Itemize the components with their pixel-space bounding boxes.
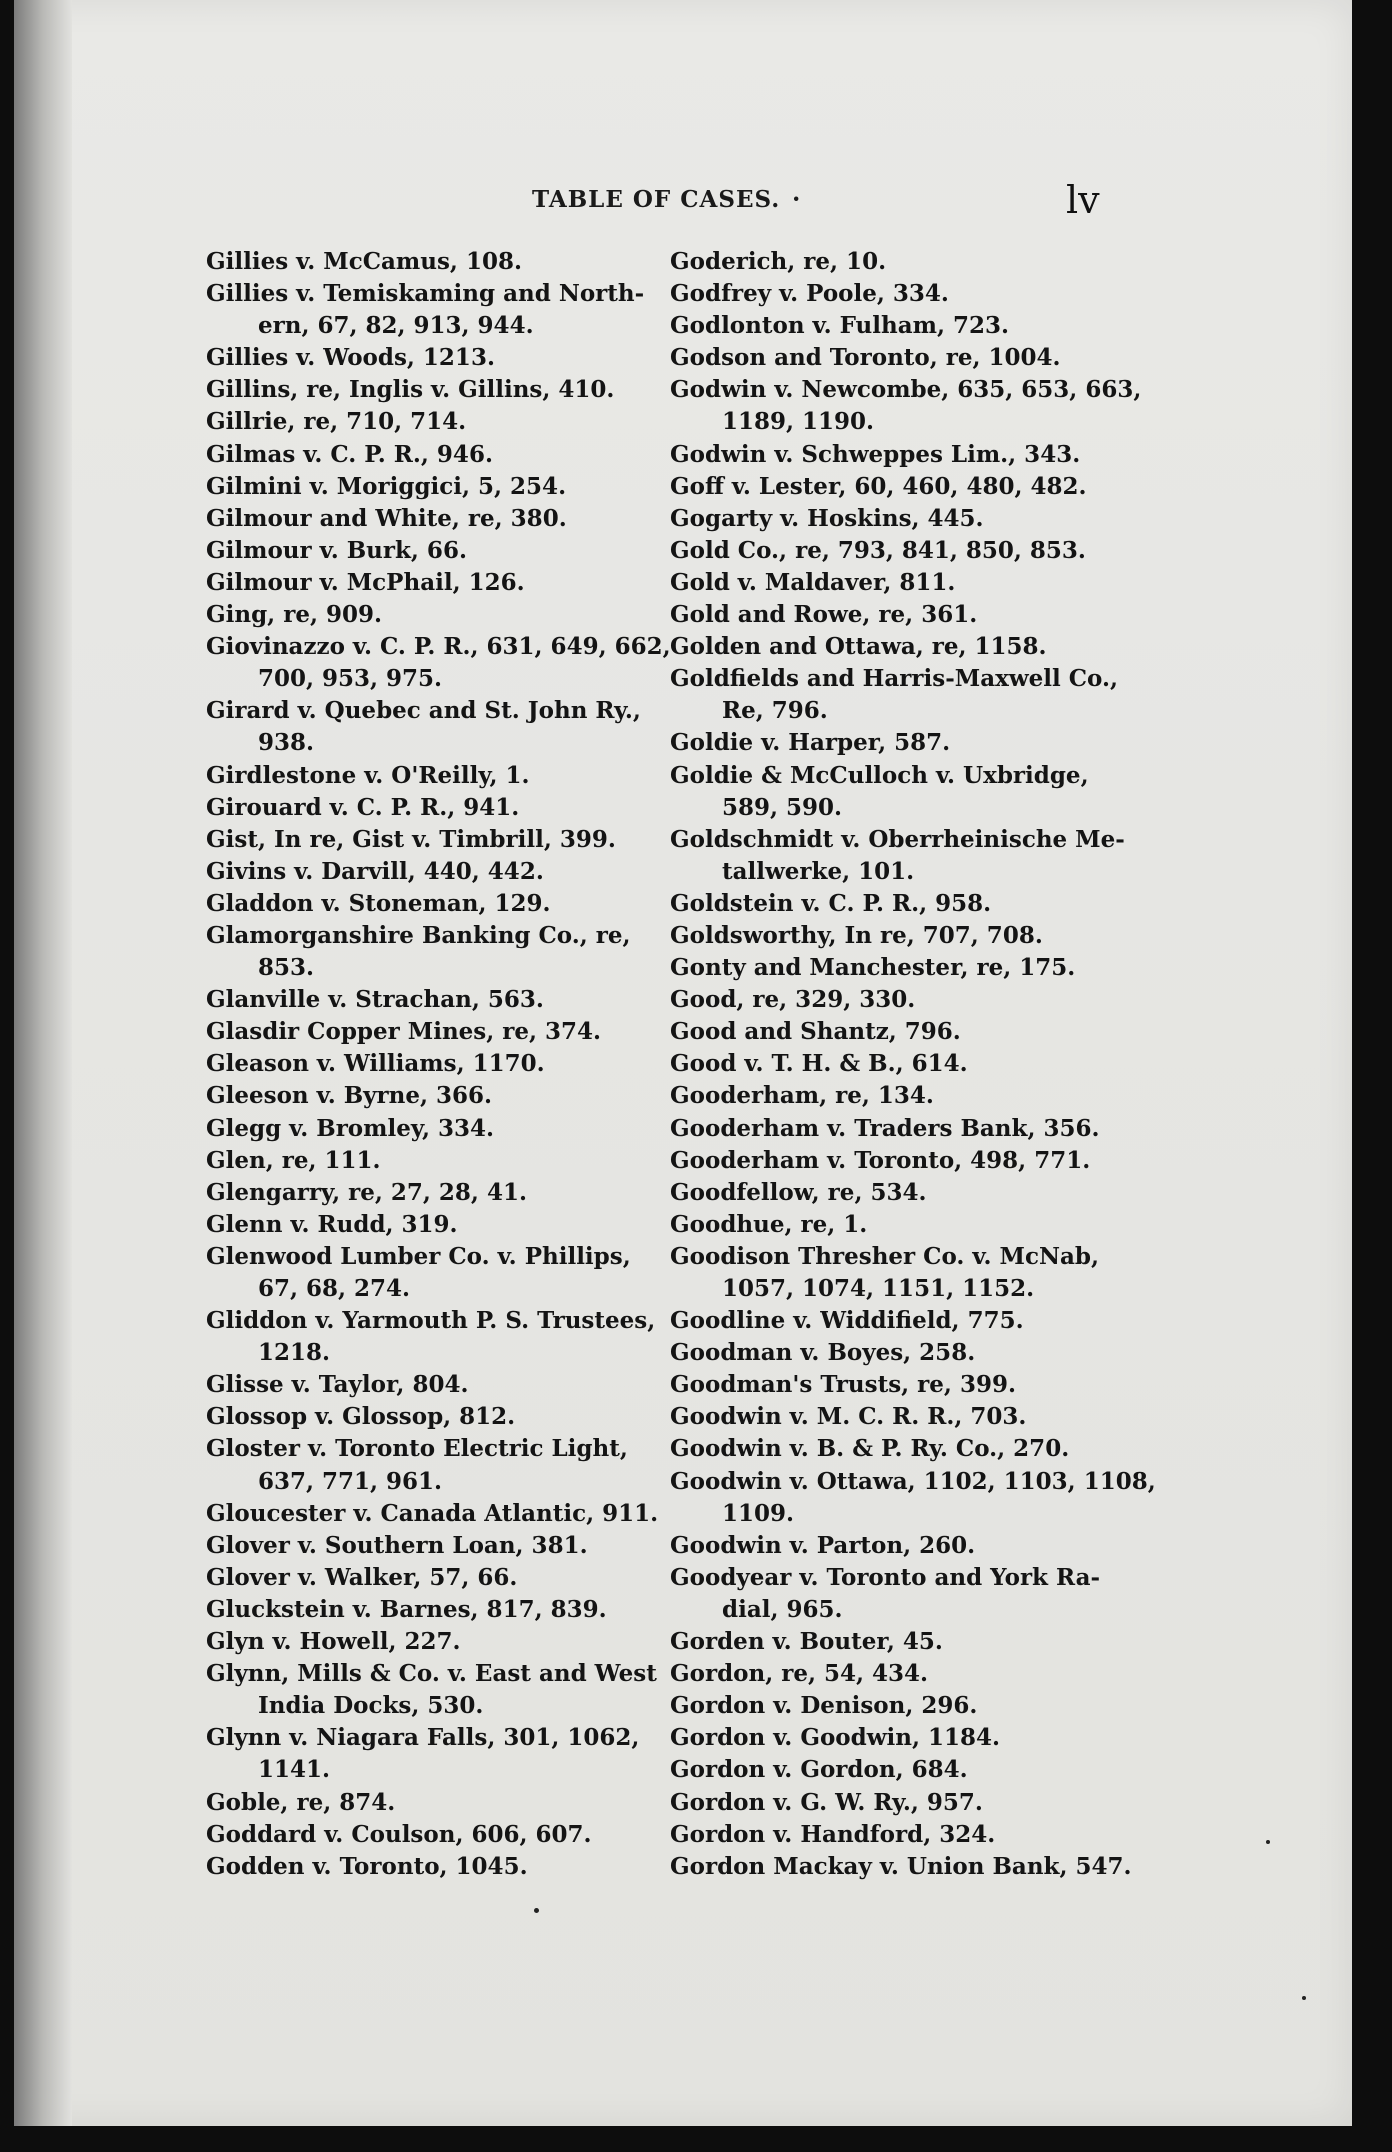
case-entry-line: Gordon Mackay v. Union Bank, 547. — [670, 1852, 1132, 1880]
case-entry — [670, 920, 1110, 952]
case-entry — [206, 1433, 638, 1497]
case-entry-line: Gilmour v. Burk, 66. — [206, 536, 467, 564]
case-entry — [206, 1722, 638, 1786]
case-entry — [206, 342, 638, 374]
case-entry-line: Goodwin v. Ottawa, 1102, 1103, 1108, — [670, 1467, 1156, 1495]
case-entry-line: Gordon, re, 54, 434. — [670, 1660, 929, 1688]
case-entry-line: Gogarty v. Hoskins, 445. — [670, 504, 984, 532]
case-entry — [206, 278, 645, 342]
case-entry-line: Gold Co., re, 793, 841, 850, 853. — [670, 536, 1086, 564]
case-entry — [206, 1562, 638, 1594]
case-entry-line: Gilmour v. McPhail, 126. — [206, 568, 525, 596]
case-entry — [670, 1305, 1110, 1337]
case-entry — [670, 439, 1110, 471]
case-entry — [670, 1851, 1132, 1883]
case-entry — [670, 1401, 1110, 1433]
case-entry-line: Glenwood Lumber Co. v. Phillips, — [206, 1242, 631, 1270]
case-entry — [670, 888, 1110, 920]
case-entry-line: Glen, re, 111. — [206, 1146, 381, 1174]
left-column — [206, 246, 671, 1883]
case-entry — [670, 1754, 1110, 1786]
case-entry — [206, 1145, 638, 1177]
case-entry — [206, 471, 638, 503]
case-entry-line: Ging, re, 909. — [206, 601, 382, 629]
case-entry — [670, 1690, 1110, 1722]
case-entry-line: Gleeson v. Byrne, 366. — [206, 1082, 493, 1110]
case-entry — [670, 1530, 1110, 1562]
case-entry — [206, 439, 638, 471]
case-entry-line: Glamorganshire Banking Co., re, — [206, 921, 631, 949]
case-entry — [206, 1401, 638, 1433]
case-entry-line: Glover v. Southern Loan, 381. — [206, 1531, 588, 1559]
case-entry — [206, 856, 638, 888]
case-entry-line: Good v. T. H. & B., 614. — [670, 1050, 968, 1078]
case-entry-line: Gordon v. Handford, 324. — [670, 1820, 996, 1848]
case-entry-line: Glenn v. Rudd, 319. — [206, 1210, 458, 1238]
case-entry — [206, 1241, 638, 1305]
case-entry-line: Good, re, 329, 330. — [670, 986, 916, 1014]
case-entry-line: Glyn v. Howell, 227. — [206, 1628, 461, 1656]
case-entry — [670, 1080, 1110, 1112]
case-entry-line: Gillies v. Temiskaming and North- — [206, 280, 645, 308]
right-column — [670, 246, 1156, 1883]
case-entry — [670, 1819, 1110, 1851]
case-entry — [206, 792, 638, 824]
case-entry-continuation: 67, 68, 274. — [258, 1275, 411, 1302]
case-entry — [670, 1433, 1110, 1465]
case-entry-line: Golden and Ottawa, re, 1158. — [670, 633, 1047, 661]
case-entry — [206, 1209, 638, 1241]
case-entry — [206, 888, 638, 920]
case-entry-line: Goldschmidt v. Oberrheinische Me- — [670, 825, 1125, 853]
case-entry — [670, 471, 1110, 503]
case-entry-line: Gooderham, re, 134. — [670, 1082, 934, 1110]
case-entry-line: Gillies v. McCamus, 108. — [206, 248, 522, 275]
ink-speck — [1302, 1996, 1306, 2000]
case-entry — [670, 1787, 1110, 1819]
case-entry-line: Goldfields and Harris-Maxwell Co., — [670, 665, 1118, 693]
case-entry-line: Girouard v. C. P. R., 941. — [206, 793, 520, 821]
case-entry — [206, 1369, 638, 1401]
page-number: lv — [1066, 178, 1100, 222]
case-entry-line: Givins v. Darvill, 440, 442. — [206, 857, 544, 885]
case-entry — [670, 984, 1110, 1016]
case-entry-continuation: 1109. — [722, 1499, 795, 1527]
footer-dot — [534, 1908, 539, 1913]
case-entry — [670, 1209, 1110, 1241]
case-entry-line: Glynn, Mills & Co. v. East and West — [206, 1660, 657, 1688]
case-entry-continuation: tallwerke, 101. — [722, 857, 915, 885]
case-entry-line: Goodyear v. Toronto and York Ra- — [670, 1563, 1101, 1591]
case-entry-continuation: 637, 771, 961. — [258, 1467, 443, 1495]
case-entry — [670, 727, 1110, 759]
case-entry-line: Gillrie, re, 710, 714. — [206, 408, 467, 436]
case-entry-line: Godlonton v. Fulham, 723. — [670, 312, 1010, 340]
case-entry — [670, 1337, 1110, 1369]
case-entry — [670, 631, 1110, 663]
case-entry-line: Goderich, re, 10. — [670, 248, 887, 275]
ink-speck — [1266, 1840, 1270, 1844]
case-entry — [206, 920, 638, 984]
case-entry — [670, 567, 1110, 599]
case-entry — [206, 1305, 656, 1369]
case-entry — [670, 952, 1110, 984]
case-entry-line: Goodline v. Widdifield, 775. — [670, 1307, 1024, 1335]
case-entry — [206, 503, 638, 535]
case-entry — [670, 310, 1110, 342]
running-header: TABLE OF CASES. — [532, 186, 781, 213]
case-entry — [670, 1626, 1110, 1658]
case-entry — [670, 1048, 1110, 1080]
case-entry-continuation: 1057, 1074, 1151, 1152. — [722, 1275, 1035, 1302]
case-entry — [206, 824, 638, 856]
case-entry-line: Goldie v. Harper, 587. — [670, 729, 951, 757]
case-entry-line: Gleason v. Williams, 1170. — [206, 1050, 545, 1078]
case-entry — [206, 1851, 638, 1883]
case-entry — [670, 1241, 1110, 1305]
case-entry — [206, 1498, 659, 1530]
case-entry — [206, 1080, 638, 1112]
case-entry — [206, 1048, 638, 1080]
case-entry-line: Gordon v. Denison, 296. — [670, 1692, 978, 1720]
case-entry-line: Gilmas v. C. P. R., 946. — [206, 440, 493, 468]
case-entry-continuation: Re, 796. — [722, 697, 828, 725]
case-entry-line: Godwin v. Schweppes Lim., 343. — [670, 440, 1081, 468]
case-entry — [670, 663, 1118, 727]
case-entry-continuation: 938. — [258, 729, 315, 757]
case-entry-line: Glegg v. Bromley, 334. — [206, 1114, 495, 1142]
case-entry-line: Goodwin v. Parton, 260. — [670, 1531, 976, 1559]
case-entry-line: Gorden v. Bouter, 45. — [670, 1628, 943, 1656]
case-entry-line: Glisse v. Taylor, 804. — [206, 1371, 469, 1399]
case-entry — [206, 1016, 638, 1048]
case-entry-line: Gluckstein v. Barnes, 817, 839. — [206, 1595, 607, 1623]
case-entry-line: Goddard v. Coulson, 606, 607. — [206, 1820, 592, 1848]
case-entry-continuation: 1189, 1190. — [722, 408, 875, 436]
case-entry-line: Gist, In re, Gist v. Timbrill, 399. — [206, 825, 616, 853]
case-entry-line: Girdlestone v. O'Reilly, 1. — [206, 761, 530, 789]
case-entry — [670, 1722, 1110, 1754]
case-entry-line: Gladdon v. Stoneman, 129. — [206, 889, 551, 917]
case-entry-line: Goodman's Trusts, re, 399. — [670, 1371, 1016, 1399]
case-entry-continuation: 1141. — [258, 1756, 331, 1784]
case-entry — [206, 1177, 638, 1209]
case-entry — [206, 1819, 638, 1851]
case-entry-line: Giovinazzo v. C. P. R., 631, 649, 662, — [206, 633, 671, 661]
case-entry — [670, 1113, 1110, 1145]
case-entry — [670, 824, 1125, 888]
case-entry-line: Gooderham v. Traders Bank, 356. — [670, 1114, 1100, 1142]
case-entry — [206, 246, 638, 278]
case-entry — [206, 1658, 657, 1722]
case-entry — [670, 1145, 1110, 1177]
case-entry-line: Glengarry, re, 27, 28, 41. — [206, 1178, 527, 1206]
case-entry — [206, 599, 638, 631]
case-entry-continuation: ern, 67, 82, 913, 944. — [258, 312, 534, 340]
case-entry-line: Gillies v. Woods, 1213. — [206, 344, 495, 372]
case-entry — [206, 1594, 638, 1626]
case-entry — [670, 1466, 1156, 1530]
case-entry-continuation: India Docks, 530. — [258, 1692, 484, 1720]
case-entry-line: Glynn v. Niagara Falls, 301, 1062, — [206, 1724, 640, 1752]
case-entry — [206, 631, 671, 695]
case-entry — [670, 503, 1110, 535]
case-entry — [670, 246, 1110, 278]
case-entry-line: Goodhue, re, 1. — [670, 1210, 868, 1238]
case-entry — [206, 1113, 638, 1145]
case-entry — [670, 1658, 1110, 1690]
case-entry — [670, 342, 1110, 374]
page-edge-shadow — [14, 0, 72, 2126]
case-entry-line: Gooderham v. Toronto, 498, 771. — [670, 1146, 1091, 1174]
header-dot: · — [792, 184, 801, 213]
case-entry — [206, 695, 641, 759]
case-entry — [206, 1530, 638, 1562]
case-entry-line: Goodison Thresher Co. v. McNab, — [670, 1242, 1099, 1270]
case-entry — [206, 760, 638, 792]
case-entry-line: Goldsworthy, In re, 707, 708. — [670, 921, 1043, 949]
case-entry — [206, 374, 638, 406]
case-entry-line: Good and Shantz, 796. — [670, 1018, 961, 1046]
case-entry-line: Gloster v. Toronto Electric Light, — [206, 1435, 628, 1463]
case-entry-line: Gold v. Maldaver, 811. — [670, 568, 956, 596]
case-entry-line: Gliddon v. Yarmouth P. S. Trustees, — [206, 1307, 656, 1335]
case-entry — [670, 278, 1110, 310]
case-entry-line: Goldie & McCulloch v. Uxbridge, — [670, 761, 1089, 789]
case-entry-line: Goff v. Lester, 60, 460, 480, 482. — [670, 472, 1087, 500]
case-entry-line: Goble, re, 874. — [206, 1788, 396, 1816]
case-entry — [206, 535, 638, 567]
case-entry-line: Glover v. Walker, 57, 66. — [206, 1563, 518, 1591]
case-entry-line: Gordon v. Gordon, 684. — [670, 1756, 968, 1784]
case-entry-continuation: 1218. — [258, 1339, 331, 1367]
case-entry-continuation: 589, 590. — [722, 793, 843, 821]
case-entry — [670, 535, 1110, 567]
case-entry-line: Girard v. Quebec and St. John Ry., — [206, 697, 641, 725]
case-entry — [206, 406, 638, 438]
case-entry — [670, 374, 1142, 438]
case-entry-line: Goodfellow, re, 534. — [670, 1178, 927, 1206]
case-entry-line: Gold and Rowe, re, 361. — [670, 601, 978, 629]
case-entry — [670, 760, 1110, 824]
case-entry-line: Gloucester v. Canada Atlantic, 911. — [206, 1499, 659, 1527]
case-entry — [670, 1016, 1110, 1048]
case-entry-line: Godfrey v. Poole, 334. — [670, 280, 949, 308]
case-entry-line: Gordon v. Goodwin, 1184. — [670, 1724, 1001, 1752]
case-entry-continuation: 853. — [258, 954, 315, 982]
case-entry-continuation: 700, 953, 975. — [258, 665, 443, 693]
case-entry-line: Goodwin v. B. & P. Ry. Co., 270. — [670, 1435, 1070, 1463]
case-entry-line: Gilmour and White, re, 380. — [206, 504, 567, 532]
case-entry-line: Godden v. Toronto, 1045. — [206, 1852, 528, 1880]
case-entry-line: Goodman v. Boyes, 258. — [670, 1339, 976, 1367]
case-entry-line: Gordon v. G. W. Ry., 957. — [670, 1788, 983, 1816]
case-entry — [206, 984, 638, 1016]
case-entry-line: Glossop v. Glossop, 812. — [206, 1403, 516, 1431]
case-entry-line: Glasdir Copper Mines, re, 374. — [206, 1018, 602, 1046]
case-entry-line: Gilmini v. Moriggici, 5, 254. — [206, 472, 567, 500]
case-entry-line: Gonty and Manchester, re, 175. — [670, 954, 1076, 982]
case-entry-line: Godson and Toronto, re, 1004. — [670, 344, 1061, 372]
case-entry — [206, 567, 638, 599]
case-entry — [670, 1369, 1110, 1401]
case-entry-line: Glanville v. Strachan, 563. — [206, 986, 544, 1014]
case-entry-line: Gillins, re, Inglis v. Gillins, 410. — [206, 376, 615, 404]
case-entry-line: Goodwin v. M. C. R. R., 703. — [670, 1403, 1027, 1431]
case-entry-line: Goldstein v. C. P. R., 958. — [670, 889, 992, 917]
case-entry — [206, 1626, 638, 1658]
case-entry-continuation: dial, 965. — [722, 1595, 843, 1623]
case-entry — [206, 1787, 638, 1819]
case-entry — [670, 1177, 1110, 1209]
case-entry — [670, 1562, 1110, 1626]
case-entry — [670, 599, 1110, 631]
case-entry-line: Godwin v. Newcombe, 635, 653, 663, — [670, 376, 1142, 404]
